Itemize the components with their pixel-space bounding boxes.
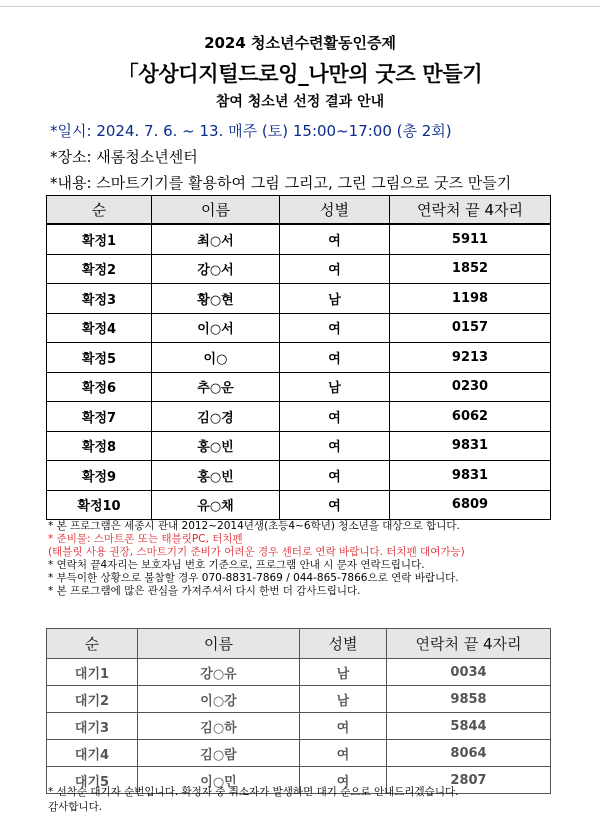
program-certification-title: 2024 청소년수련활동인증제 (204, 34, 396, 52)
cell-contact: 2807 (387, 767, 551, 794)
cell-gender: 여 (280, 254, 390, 284)
cell-name: 강○서 (152, 254, 280, 284)
cell-gender: 남 (300, 659, 387, 686)
cell-gender: 여 (280, 343, 390, 373)
table-row (47, 740, 551, 767)
table-header-row (47, 196, 551, 225)
cell-contact: 9213 (390, 343, 551, 373)
schedule-label: *일시: (50, 122, 97, 140)
cell-gender: 여 (280, 490, 390, 520)
program-notes (48, 520, 568, 598)
table-row (47, 490, 551, 520)
note-target: * 본 프로그램은 세종시 관내 2012~2014년생(초등4~6학년) 청소년을 대상으로 합니다. (48, 520, 460, 532)
note-supplies-detail: (태블릿 사용 권장, 스마트기기 준비가 어려운 경우 센터로 연락 바랍니다. 터치펜 대여가능) (48, 546, 465, 558)
note-contact: * 연락처 끝4자리는 보호자님 번호 기준으로, 프로그램 안내 시 문자 연락드립니다. (48, 559, 425, 571)
cell-gender: 여 (300, 713, 387, 740)
cell-gender: 여 (280, 313, 390, 343)
col-name-header: 이름 (152, 196, 280, 225)
note-supplies: * 준비물: 스마트폰 또는 태블릿PC, 터치펜 (48, 533, 243, 545)
cell-contact: 9858 (387, 686, 551, 713)
table-header-row (47, 629, 551, 659)
cell-order: 확정4 (47, 313, 152, 343)
cell-contact: 0157 (390, 313, 551, 343)
table-row (47, 254, 551, 284)
program-title: 「상상디지털드로잉_나만의 굿즈 만들기 (117, 62, 483, 86)
top-divider (0, 6, 600, 7)
waitlist-notes (48, 785, 568, 815)
cell-contact: 5911 (390, 224, 551, 254)
cell-name: 추○운 (152, 372, 280, 402)
table-row (47, 713, 551, 740)
cell-gender: 남 (300, 686, 387, 713)
cell-name: 이○민 (138, 767, 300, 794)
cell-order: 대기1 (47, 659, 138, 686)
note-absence: * 부득이한 상황으로 불참할 경우 070-8831-7869 / 044-865-7866으로 연락 바랍니다. (48, 572, 459, 584)
cell-name: 홍○빈 (152, 461, 280, 491)
cell-name: 김○하 (138, 713, 300, 740)
table-row (47, 402, 551, 432)
table-row (47, 431, 551, 461)
cell-order: 확정8 (47, 431, 152, 461)
note-thanks: * 본 프로그램에 많은 관심을 가져주셔서 다시 한번 더 감사드립니다. (48, 585, 361, 597)
table-row (47, 659, 551, 686)
col-contact-header: 연락처 끝 4자리 (390, 196, 551, 225)
cell-name: 황○현 (152, 284, 280, 314)
cell-name: 김○경 (152, 402, 280, 432)
cell-contact: 9831 (390, 461, 551, 491)
col-order-header: 순 (47, 196, 152, 225)
cell-order: 확정6 (47, 372, 152, 402)
cell-order: 확정2 (47, 254, 152, 284)
cell-order: 대기5 (47, 767, 138, 794)
col-contact-header: 연락처 끝 4자리 (387, 629, 551, 659)
cell-name: 홍○빈 (152, 431, 280, 461)
cell-order: 확정10 (47, 490, 152, 520)
cell-gender: 여 (300, 740, 387, 767)
cell-contact: 6062 (390, 402, 551, 432)
cell-name: 이○ (152, 343, 280, 373)
cell-name: 강○유 (138, 659, 300, 686)
table-row (47, 284, 551, 314)
cell-gender: 여 (280, 431, 390, 461)
cell-name: 김○람 (138, 740, 300, 767)
table-row (47, 224, 551, 254)
cell-gender: 여 (280, 461, 390, 491)
schedule-line (50, 120, 452, 141)
cell-order: 확정9 (47, 461, 152, 491)
place-line: *장소: 새롬청소년센터 (50, 148, 198, 166)
waitlist-table (46, 628, 551, 794)
cell-order: 대기2 (47, 686, 138, 713)
col-gender-header: 성별 (280, 196, 390, 225)
cell-gender: 여 (280, 224, 390, 254)
table-row (47, 343, 551, 373)
col-order-header: 순 (47, 629, 138, 659)
cell-order: 확정7 (47, 402, 152, 432)
cell-order: 대기3 (47, 713, 138, 740)
content-line: *내용: 스마트기기를 활용하여 그림 그리고, 그린 그림으로 굿즈 만들기 (50, 174, 512, 192)
table-row (47, 461, 551, 491)
cell-contact: 0230 (390, 372, 551, 402)
note-closing: 감사합니다. (48, 801, 103, 813)
cell-order: 확정1 (47, 224, 152, 254)
cell-gender: 여 (280, 402, 390, 432)
confirmed-participants-table (46, 195, 551, 520)
note-waitlist: * 선착순 대기자 순번입니다. 확정자 중 취소자가 발생하면 대기 순으로 안내드리겠습니다. (48, 786, 459, 798)
cell-gender: 여 (300, 767, 387, 794)
table-row (47, 372, 551, 402)
cell-order: 확정3 (47, 284, 152, 314)
table-row (47, 313, 551, 343)
cell-order: 대기4 (47, 740, 138, 767)
col-gender-header: 성별 (300, 629, 387, 659)
table-row (47, 686, 551, 713)
col-name-header: 이름 (138, 629, 300, 659)
cell-gender: 남 (280, 372, 390, 402)
cell-contact: 1198 (390, 284, 551, 314)
cell-order: 확정5 (47, 343, 152, 373)
cell-name: 최○서 (152, 224, 280, 254)
selection-result-title: 참여 청소년 선정 결과 안내 (215, 94, 385, 110)
schedule-value: 2024. 7. 6. ~ 13. 매주 (토) 15:00~17:00 (총 2회) (96, 122, 452, 140)
cell-contact: 0034 (387, 659, 551, 686)
cell-contact: 6809 (390, 490, 551, 520)
cell-name: 이○강 (138, 686, 300, 713)
cell-contact: 8064 (387, 740, 551, 767)
cell-name: 유○채 (152, 490, 280, 520)
cell-contact: 9831 (390, 431, 551, 461)
cell-contact: 5844 (387, 713, 551, 740)
cell-gender: 남 (280, 284, 390, 314)
cell-name: 이○서 (152, 313, 280, 343)
cell-contact: 1852 (390, 254, 551, 284)
